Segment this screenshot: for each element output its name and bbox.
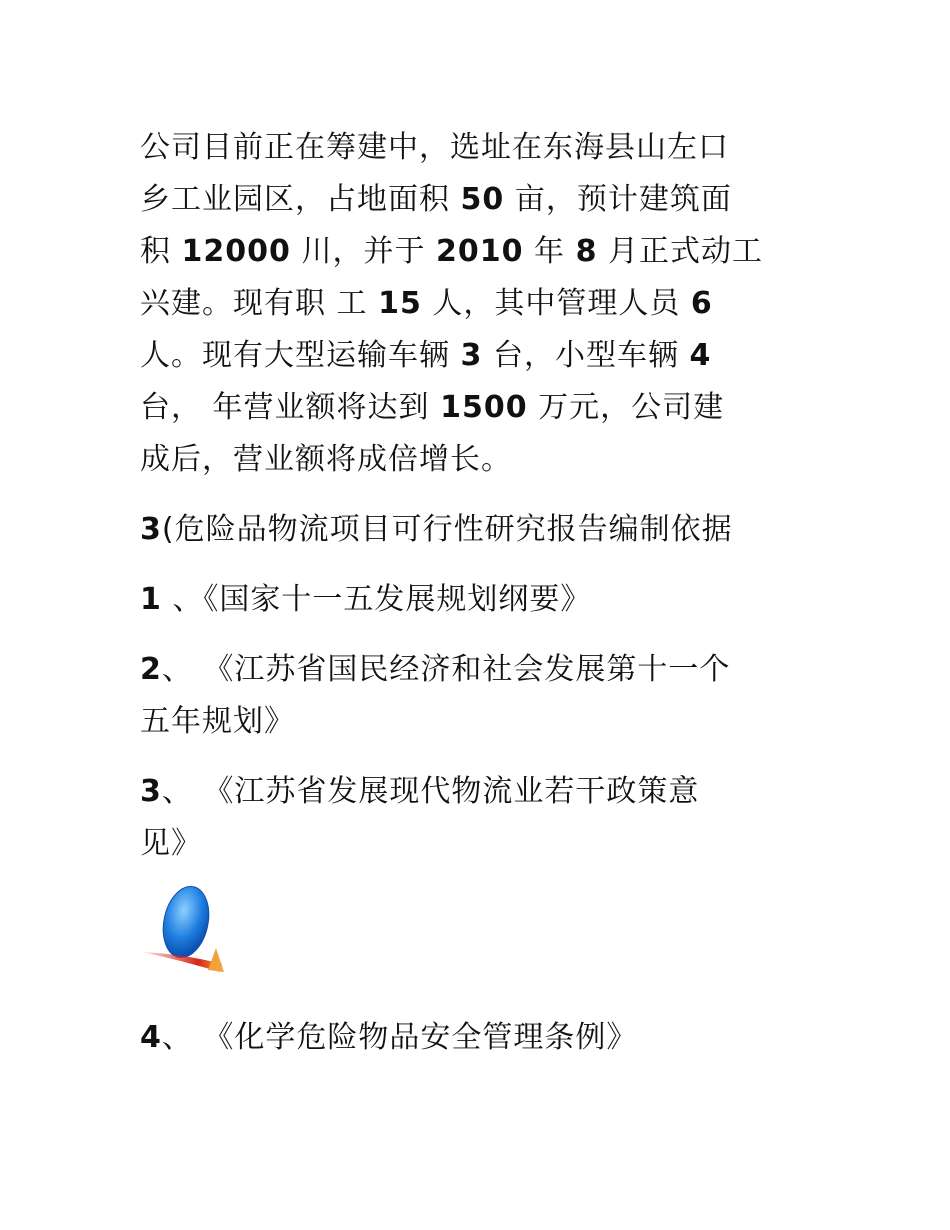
list-item-2 [140,644,820,748]
text-segment: 万元，公司建 [527,390,725,425]
list-item-text: 见》 [140,826,202,861]
list-item-text: 《江苏省发展现代物流业若干政策意 [203,774,700,809]
paragraph-line [140,330,820,382]
section-heading [140,504,820,556]
list-item-separator: 、 [161,774,204,809]
list-item-text: 五年规划》 [140,704,295,739]
number-segment: 12000 [181,234,291,269]
paragraph-line [140,122,820,174]
number-segment: 4 [689,338,712,373]
text-segment: 台， 年营业额将达到 [140,390,441,425]
paragraph-line [140,174,820,226]
number-segment: 3 [460,338,483,373]
list-item-line [140,766,820,818]
text-segment: 成后，营业额将成倍增长。 [140,442,512,477]
text-segment: 兴建。现有职 工 [140,286,379,321]
text-segment: 积 [140,234,182,269]
text-segment: 人。现有大型运输车辆 [140,338,461,373]
list-item-line [140,818,820,870]
text-segment: 亩，预计建筑面 [504,182,732,217]
blue-ellipse-logo-icon [140,878,230,978]
text-segment: 年 [523,234,576,269]
list-item-text: 《化学危险物品安全管理条例》 [203,1020,638,1055]
number-segment: 6 [690,286,713,321]
text-segment: 公司目前正在筹建中，选址在东海县山左口 [140,130,729,165]
paragraph-line [140,226,820,278]
list-item-separator: 、 [161,582,204,617]
text-segment: 人，其中管理人员 [421,286,691,321]
list-item-separator: 、 [161,1020,204,1055]
document-page [140,122,820,1064]
text-segment: 台，小型车辆 [482,338,690,373]
list-item-number: 3 [140,774,162,809]
list-item-1 [140,574,820,626]
intro-paragraph [140,122,820,486]
text-segment: 月正式动工 [597,234,763,269]
list-item-line [140,644,820,696]
text-segment: 乡工业园区，占地面积 [140,182,461,217]
paragraph-line [140,434,820,486]
list-item-line [140,696,820,748]
list-item-number: 2 [140,652,162,687]
list-item-4 [140,1012,820,1064]
list-item-number: 1 [140,582,162,617]
list-item-line [140,574,820,626]
list-item-number: 4 [140,1020,162,1055]
paragraph-line [140,382,820,434]
number-segment: 8 [575,234,598,269]
number-segment: 50 [460,182,505,217]
list-item-text: 《江苏省国民经济和社会发展第十一个 [203,652,731,687]
section-number: 3 [140,512,162,547]
number-segment: 2010 [436,234,524,269]
list-item-3 [140,766,820,870]
number-segment: 1500 [440,390,528,425]
text-segment: 川，并于 [290,234,436,269]
list-item-separator: 、 [161,652,204,687]
paragraph-line [140,278,820,330]
number-segment: 15 [378,286,422,321]
list-item-text: 《国家十一五发展规划纲要》 [203,582,592,617]
section-title: (危险品物流项目可行性研究报告编制依据 [161,512,733,547]
